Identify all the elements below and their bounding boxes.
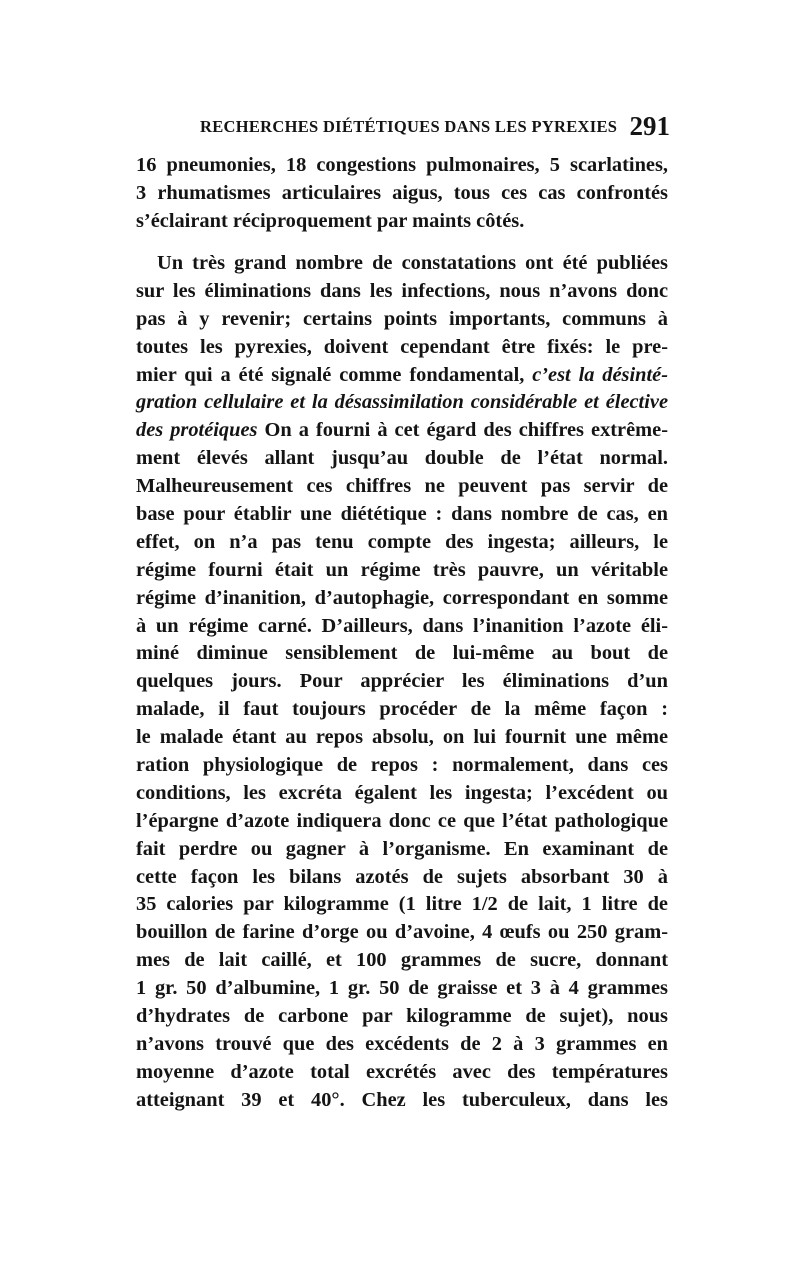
text-line: d’hydrates de carbone par kilogramme de sujet), nous [136,1005,668,1028]
text-line: 35 calories par kilogramme (1 litre 1/2 de lait, 1 litre de [136,893,668,916]
text-line: cette façon les bilans azotés de sujets absorbant 30 à [136,865,668,888]
text-line: Malheureusement ces chiffres ne peuvent pas servir de [136,475,668,498]
paragraph-2 [136,250,668,1115]
text-line: ment élevés allant jusqu’au double de l’état normal. [136,447,668,470]
text-line: pas à y revenir; certains points importants, communs à [136,307,668,330]
text-line: toutes les pyrexies, doivent cependant être fixés: le pre- [136,335,668,358]
page-header [200,111,690,141]
text-line: à un régime carné. D’ailleurs, dans l’inanition l’azote éli- [136,614,668,637]
text-line: 16 pneumonies, 18 congestions pulmonaires, 5 scarlatines, [136,154,668,176]
text-line: régime d’inanition, d’autophagie, correspondant en somme [136,586,668,609]
text-segment: mier qui a été signalé comme fondamental, [136,363,533,386]
text-line: régime fourni était un régime très pauvre, un véritable [136,558,668,581]
text-line: 3 rhumatismes articulaires aigus, tous ces cas confrontés [136,181,668,204]
text-line: bouillon de farine d’orge ou d’avoine, 4 œufs ou 250 gram- [136,921,668,944]
text-line: base pour établir une diététique : dans nombre de cas, en [136,503,668,526]
text-line: ration physiologique de repos : normalement, dans ces [136,754,668,777]
text-line: sur les éliminations dans les infections, nous n’avons donc [136,279,668,302]
text-line: le malade étant au repos absolu, on lui fournit une même [136,726,668,749]
text-line-italic [136,389,668,417]
text-line: quelques jours. Pour apprécier les éliminations d’un [136,670,668,693]
text-line: l’épargne d’azote indiquera donc ce que l’état pathologique [136,809,668,832]
text-line: atteignant 39 et 40°. Chez les tuberculeux, dans les [136,1088,668,1111]
italic-segment: gration cellulaire et la désassimilation considérable et élective [136,391,668,414]
text-line: Un très grand nombre de constatations ont été publiées [157,252,668,274]
paragraph-1 [136,152,668,236]
text-line: effet, on n’a pas tenu compte des ingesta; ailleurs, le [136,530,668,553]
text-line: 1 gr. 50 d’albumine, 1 gr. 50 de graisse et 3 à 4 grammes [136,977,668,1000]
text-line: s’éclairant réciproquement par maints côtés. [136,209,525,232]
page-number: 291 [629,111,670,141]
text-line: fait perdre ou gagner à l’organisme. En examinant de [136,837,668,860]
text-segment: On a fourni à cet égard des chiffres extrême- [257,419,668,442]
text-line: n’avons trouvé que des excédents de 2 à 3 grammes en [136,1032,668,1055]
text-line-mixed [136,362,668,390]
italic-segment: c’est la désinté- [532,363,668,386]
running-title: RECHERCHES DIÉTÉTIQUES DANS LES PYREXIES [200,117,618,136]
italic-segment: des protéiques [136,419,258,442]
text-line: conditions, les excréta égalent les ingesta; l’excédent ou [136,781,668,804]
text-line: moyenne d’azote total excrétés avec des températures [136,1060,668,1083]
text-line-mixed [136,417,668,445]
text-line: miné diminue sensiblement de lui-même au bout de [136,642,668,665]
text-line: malade, il faut toujours procéder de la même façon : [136,698,668,721]
text-line: mes de lait caillé, et 100 grammes de sucre, donnant [136,949,668,972]
